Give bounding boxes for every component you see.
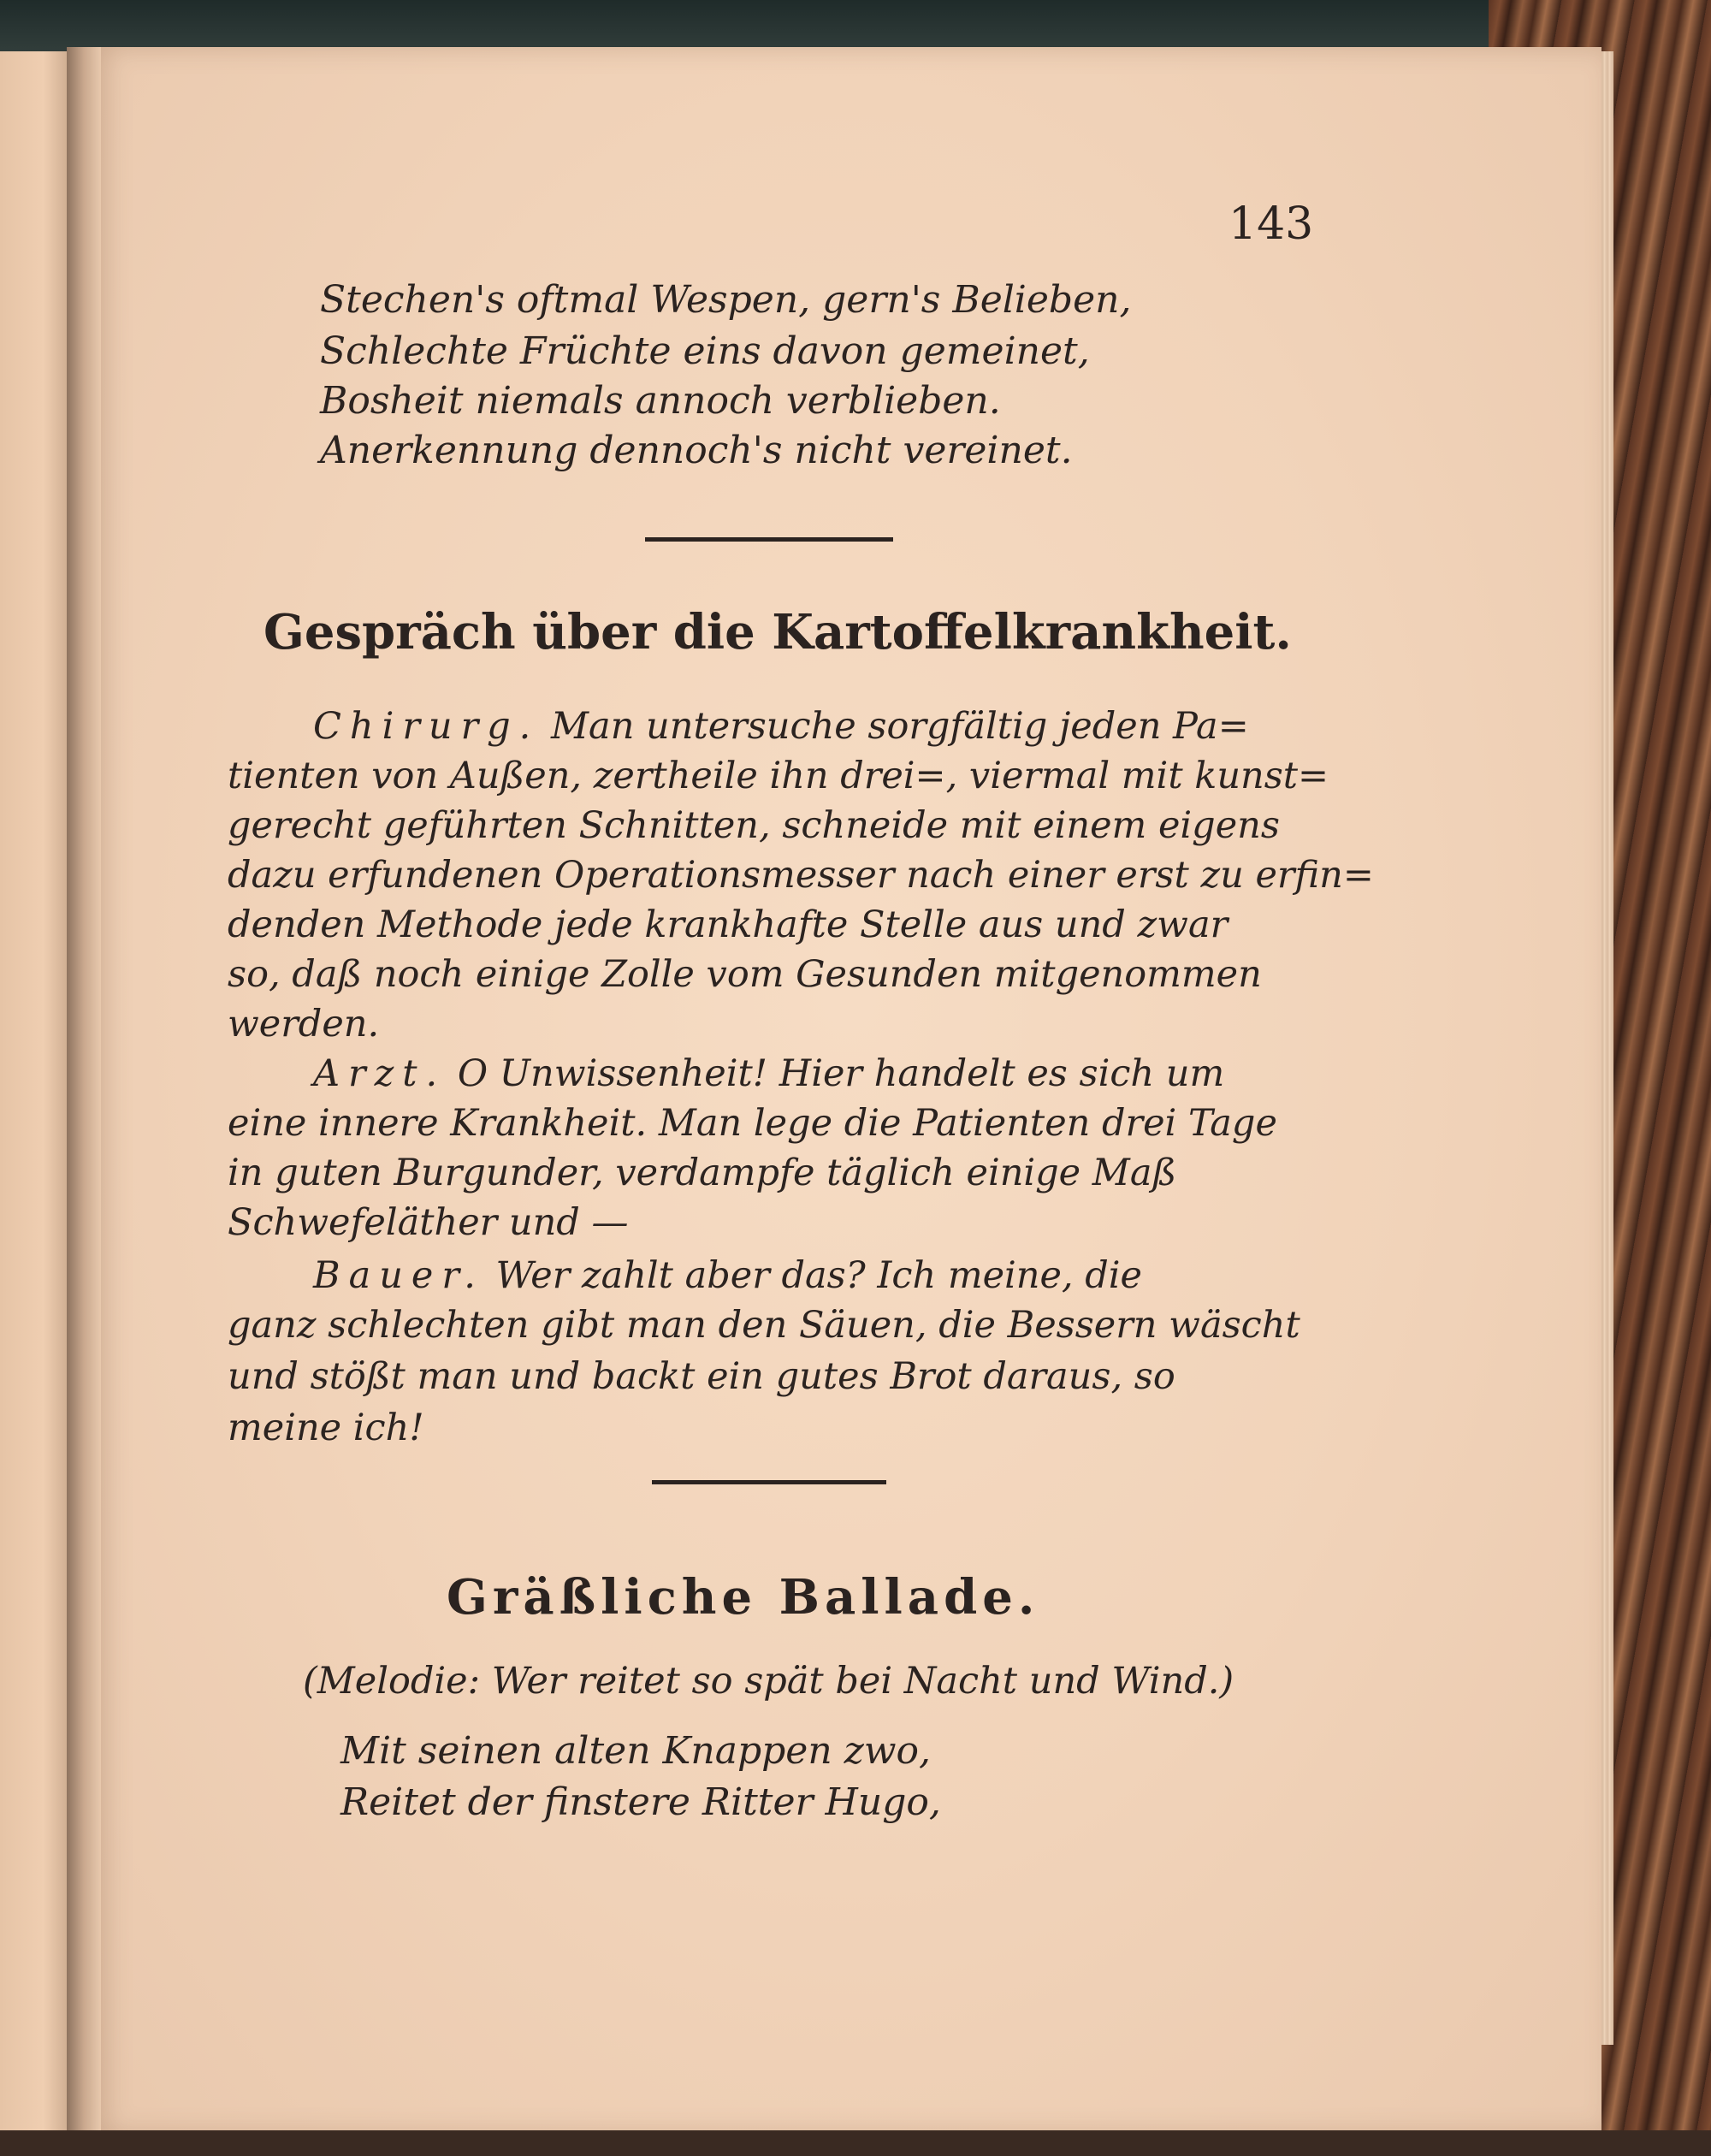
speaker-name: Chirurg.: [313, 705, 540, 748]
dialogue-text: Wer zahlt aber das? Ich meine, die: [483, 1254, 1142, 1297]
verse-line: Stechen's oftmal Wespen, gern's Belieben,: [320, 278, 1132, 322]
speaker-name: Arzt.: [313, 1052, 447, 1095]
page-gutter: [67, 47, 101, 2143]
section-subtitle: (Melodie: Wer reitet so spät bei Nacht und Wind.): [303, 1660, 1234, 1703]
dialogue-line: in guten Burgunder, verdampfe täglich einige Maß: [228, 1152, 1177, 1194]
dialogue-line: so, daß noch einige Zolle vom Gesunden mitgenommen: [228, 953, 1262, 996]
verse-line: Bosheit niemals annoch verblieben.: [320, 379, 1001, 423]
dialogue-text: Man untersuche sorgfältig jeden Pa=: [539, 705, 1249, 748]
section-divider: [645, 537, 893, 542]
dialogue-line: werden.: [228, 1003, 380, 1045]
left-page-edge: [0, 51, 73, 2139]
dialogue-line: [313, 1049, 1224, 1099]
section-title: Gräßliche Ballade.: [447, 1569, 1040, 1626]
book-bottom-edge: [0, 2130, 1711, 2156]
dialogue-line: denden Methode jede krankhafte Stelle aus und zwar: [228, 903, 1228, 946]
dialogue-line: [313, 1251, 1142, 1300]
speaker-name: Bauer.: [313, 1254, 484, 1297]
dialogue-line: [313, 702, 1249, 751]
verse-line: Mit seinen alten Knappen zwo,: [340, 1729, 931, 1773]
section-divider: [652, 1480, 886, 1484]
dialogue-line: dazu erfundenen Operationsmesser nach einer erst zu erfin=: [228, 854, 1374, 897]
dialogue-line: Schwefeläther und —: [228, 1201, 629, 1244]
verse-line: Anerkennung dennoch's nicht vereinet.: [320, 429, 1073, 472]
dialogue-line: eine innere Krankheit. Man lege die Patienten drei Tage: [228, 1102, 1277, 1145]
dialogue-line: ganz schlechten gibt man den Säuen, die Bessern wäscht: [228, 1304, 1300, 1347]
dialogue-line: und stößt man und backt ein gutes Brot daraus, so: [228, 1355, 1175, 1398]
dialogue-line: meine ich!: [228, 1407, 424, 1449]
dialogue-text: O Unwissenheit! Hier handelt es sich um: [446, 1052, 1225, 1095]
verse-line: Schlechte Früchte eins davon gemeinet,: [320, 329, 1090, 373]
dialogue-line: tienten von Außen, zertheile ihn drei=, viermal mit kunst=: [228, 755, 1329, 797]
section-title: Gespräch über die Kartoffelkrankheit.: [263, 604, 1292, 660]
page-number: 143: [1228, 198, 1314, 250]
verse-line: Reitet der finstere Ritter Hugo,: [340, 1780, 941, 1824]
dialogue-line: gerecht geführten Schnitten, schneide mit einem eigens: [228, 804, 1280, 847]
